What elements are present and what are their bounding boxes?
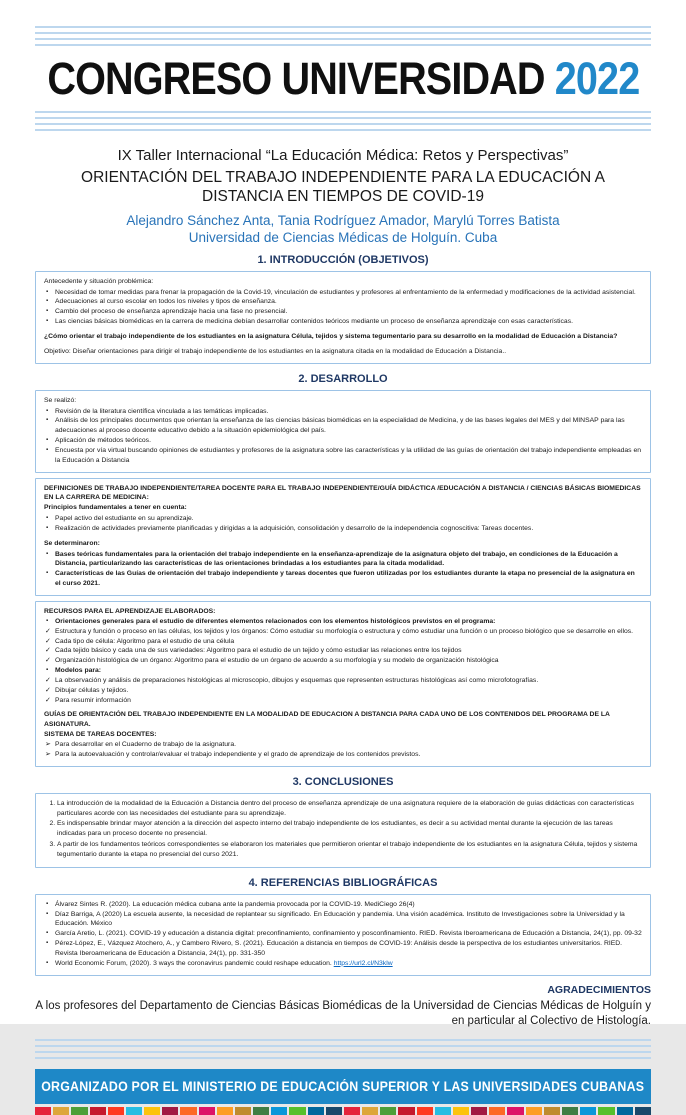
reference-link[interactable]: https://url2.cl/N3klw (333, 959, 393, 967)
list-item: ▪ Cambio del proceso de enseñanza aprendizaje hacia una fase no presencial. (44, 307, 642, 317)
sdg-color-block (562, 1107, 578, 1115)
decorative-line (35, 123, 651, 125)
congress-year: 2022 (554, 53, 639, 104)
congress-masthead (0, 53, 686, 105)
sdg-color-block (435, 1107, 451, 1115)
section-heading-desarrollo: 2. DESARROLLO (298, 372, 388, 385)
decorative-line (35, 111, 651, 113)
resources-title: RECURSOS PARA EL APRENDIZAJE ELABORADOS: (44, 608, 216, 615)
section-heading-conclusiones: 3. CONCLUSIONES (292, 775, 394, 788)
list-item: ✓ Cada tejido básico y cada una de sus variedades: Algoritmo para el estudio de un tejido y cómo estudiar las relaciones entre los tejidos (44, 646, 642, 656)
sdg-color-block (417, 1107, 433, 1115)
list-item: ➢ Para desarrollar en el Cuaderno de trabajo de la asignatura. (44, 740, 642, 750)
principles-list (44, 514, 642, 534)
orientations-lead: ▪ Orientaciones generales para el estudio de diferentes elementos relacionados con los elementos histológicos previstos en el programa: (44, 617, 642, 627)
decorative-line (35, 26, 651, 28)
tasks-list (44, 740, 642, 760)
sdg-color-strip (35, 1107, 651, 1115)
sdg-color-block (253, 1107, 269, 1115)
research-question: ¿Cómo orientar el trabajo independiente de los estudiantes en la asignatura Célula, tejidos y sistema tegumentario para su desarrollo en la modalidad de Educación a Distancia? (44, 332, 618, 340)
list-item: ➢ Para la autoevaluación y controlar/evaluar el trabajo independiente y el grado de aprendizaje de los contenidos previstos. (44, 750, 642, 760)
list-item: ▪ Adecuaciones al curso escolar en todos los niveles y tipos de enseñanza. (44, 297, 642, 307)
methods-bullet-list (44, 407, 642, 466)
list-item: ▪ Necesidad de tomar medidas para frenar la propagación de la Covid-19, vinculación de estudiantes y profesores al enfrentamiento de la enfermedad y modificaciones de la actividad asistencial. (44, 288, 642, 298)
decorative-line (35, 38, 651, 40)
sdg-color-block (162, 1107, 178, 1115)
sdg-color-block (398, 1107, 414, 1115)
sdg-color-block (380, 1107, 396, 1115)
acknowledgements-heading: AGRADECIMIENTOS (547, 983, 651, 996)
list-item: ✓ La observación y análisis de preparaciones histológicas al microscopio, dibujos y esquemas que representen estructuras histológicas así como microfotografías. (44, 676, 642, 686)
sdg-color-block (126, 1107, 142, 1115)
sdg-color-block (235, 1107, 251, 1115)
list-item: ▪ Bases teóricas fundamentales para la orientación del trabajo independiente en la enseñanza-aprendizaje de la asignatura objeto del trabajo, en condiciones de la Educación a Distancia, particularizando las características de las orientaciones brindadas a los estudiantes para la citada modalidad. (44, 550, 642, 570)
decorative-line (35, 1057, 651, 1059)
decorative-line (35, 1039, 651, 1041)
section-heading-referencias: 4. REFERENCIAS BIBLIOGRÁFICAS (248, 876, 438, 889)
list-item: 2. Es indispensable brindar mayor atención a la dirección del aspecto interno del trabajo independiente de los estudiantes, es decir a su actividad mental durante la ejecución de las tareas indicadas para un proceso docente no presencial. (57, 819, 642, 839)
authors-line: Alejandro Sánchez Anta, Tania Rodríguez Amador, Marylú Torres Batista (126, 212, 560, 228)
sdg-color-block (326, 1107, 342, 1115)
sdg-color-block (362, 1107, 378, 1115)
references-list (44, 900, 642, 959)
section-heading-introduccion: 1. INTRODUCCIÓN (OBJETIVOS) (257, 253, 429, 266)
sdg-color-block (35, 1107, 51, 1115)
sdg-color-block (90, 1107, 106, 1115)
decorative-line (35, 44, 651, 46)
decorative-lines-under-masthead (35, 111, 651, 131)
sdg-color-block (308, 1107, 324, 1115)
references-last-list (44, 959, 642, 969)
list-item: 1. La introducción de la modalidad de la Educación a Distancia dentro del proceso de enseñanza aprendizaje de una asignatura requiere de la elaboración de guías didácticas con características particulares acorde con las necesidades del estudiante para su aprendizaje. (57, 799, 642, 819)
desarrollo-box-definitions (35, 478, 651, 596)
list-item: ▪ Características de las Guías de orientación del trabajo independiente y tareas docentes que fueron utilizadas por los estudiantes durante la etapa no presencial de la asignatura en el curso 2021. (44, 569, 642, 589)
list-item: ✓ Estructura y función o proceso en las células, los tejidos y los órganos: Cómo estudiar su morfología o estructura y cómo estudiar una función o un proceso biológico que se desarrolle en ellos. (44, 627, 642, 637)
desarrollo-box-methods (35, 390, 651, 473)
sdg-color-block (526, 1107, 542, 1115)
objective-line: Objetivo: Diseñar orientaciones para dirigir el trabajo independiente de los estudiantes en la asignatura citada en la modalidad de Educación a Distancia.. (44, 347, 507, 355)
affiliation-line: Universidad de Ciencias Médicas de Holguín. Cuba (188, 229, 498, 245)
sdg-color-block (453, 1107, 469, 1115)
determined-lead: Se determinaron: (44, 539, 100, 547)
sdg-color-block (580, 1107, 596, 1115)
work-title: ORIENTACIÓN DEL TRABAJO INDEPENDIENTE PARA LA EDUCACIÓN A DISTANCIA EN TIEMPOS DE COVID-19 (81, 169, 605, 206)
list-item: ▪ Pérez-López, E., Vázquez Atochero, A., y Cambero Rivero, S. (2021). Educación a distancia en tiempos de COVID-19: Análisis desde la perspectiva de los estudiantes universitarios. RIED. Revista Iberoamericana de Educación a Distancia, 24(1), pp. 331-350 (44, 939, 642, 959)
organizer-banner-text: ORGANIZADO POR EL MINISTERIO DE EDUCACIÓN SUPERIOR Y LAS UNIVERSIDADES CUBANAS (41, 1078, 645, 1094)
list-item: ✓ Para resumir información (44, 696, 642, 706)
decorative-lines-top (35, 26, 651, 46)
methods-lead: Se realizó: (44, 396, 77, 404)
decorative-lines-bottom (35, 1039, 651, 1059)
sdg-color-block (489, 1107, 505, 1115)
list-item: ▪ Aplicación de métodos teóricos. (44, 436, 642, 446)
sdg-color-block (144, 1107, 160, 1115)
definitions-title: DEFINICIONES DE TRABAJO INDEPENDIENTE/TAREA DOCENTE PARA EL TRABAJO INDEPENDIENTE/GUÍA DIDÁCTICA /EDUCACIÓN A DISTANCIA / CIENCIAS BÁSICAS BIOMEDICAS EN LA CARRERA DE MEDICINA: (44, 484, 641, 502)
desarrollo-box-resources (35, 601, 651, 767)
list-item: ✓ Cada tipo de célula: Algoritmo para el estudio de una célula (44, 637, 642, 647)
determined-list (44, 550, 642, 589)
references-box (35, 894, 651, 976)
decorative-line (35, 129, 651, 131)
sdg-color-block (635, 1107, 651, 1115)
intro-box (35, 271, 651, 364)
intro-lead: Antecedente y situación problémica: (44, 277, 154, 285)
list-item (44, 959, 642, 969)
sdg-color-block (598, 1107, 614, 1115)
sdg-color-block (180, 1107, 196, 1115)
list-item: ▪ Encuesta por vía virtual buscando opiniones de estudiantes y profesores de la asignatura sobre las características y la utilidad de las guías de orientación del trabajo independiente empleadas en la Educación a Distancia (44, 446, 642, 466)
orientations-list (44, 627, 642, 666)
decorative-line (35, 117, 651, 119)
congress-title: CONGRESO UNIVERSIDAD (47, 53, 545, 104)
list-item: ▪ Las ciencias básicas biomédicas en la carrera de medicina debían desarrollar contenidos teóricos mediante un proceso de enseñanza aprendizaje con esas características. (44, 317, 642, 327)
decorative-line (35, 32, 651, 34)
conclusions-box (35, 793, 651, 868)
sdg-color-block (71, 1107, 87, 1115)
sdg-color-block (217, 1107, 233, 1115)
sdg-color-block (271, 1107, 287, 1115)
list-item: ✓ Organización histológica de un órgano: Algoritmo para el estudio de un órgano de acuerdo a su morfología y su modelo de organización histológica (44, 656, 642, 666)
sdg-color-block (507, 1107, 523, 1115)
acknowledgements-text: A los profesores del Departamento de Ciencias Básicas Biomédicas de la Universidad de Ciencias Médicas de Holguín y en particular al Colectivo de Histología. (35, 999, 651, 1027)
sdg-color-block (289, 1107, 305, 1115)
sdg-color-block (199, 1107, 215, 1115)
list-item: ▪ Análisis de los principales documentos que orientan la enseñanza de las ciencias básicas biomédicas en la especialidad de Medicina, y de las bases legales del MES y del MINSAP para las adecuaciones al proceso docente educativo debido a la situación epidemiológica del país. (44, 416, 642, 436)
sdg-color-block (617, 1107, 633, 1115)
conclusions-list (44, 799, 642, 860)
sdg-color-block (544, 1107, 560, 1115)
event-title: IX Taller Internacional “La Educación Médica: Retos y Perspectivas” (117, 147, 569, 164)
intro-bullet-list (44, 288, 642, 327)
tasks-title: SISTEMA DE TAREAS DOCENTES: (44, 731, 157, 739)
models-list (44, 676, 642, 706)
list-item: ▪ Álvarez Sintes R. (2020). La educación médica cubana ante la pandemia provocada por la COVID-19. MediCiego 26(4) (44, 900, 642, 910)
list-item: ✓ Dibujar células y tejidos. (44, 686, 642, 696)
organizer-banner (35, 1069, 651, 1104)
list-item: ▪ Papel activo del estudiante en su aprendizaje. (44, 514, 642, 524)
list-item: ▪ García Aretio, L. (2021). COVID-19 y educación a distancia digital: preconfinamiento, confinamiento y posconfinamiento. RIED. Revista Iberoamericana de Educación a Distancia, 24(1), pp. 09-32 (44, 929, 642, 939)
list-item: 3. A partir de los fundamentos teóricos correspondientes se elaboraron los materiales que permitieron orientar el trabajo independiente de los estudiantes en la asignatura Célula, tejidos y sistema tegumentario durante la etapa no presencial del curso 2021. (57, 840, 642, 860)
sdg-color-block (471, 1107, 487, 1115)
sdg-color-block (108, 1107, 124, 1115)
principles-lead: Principios fundamentales a tener en cuenta: (44, 504, 187, 512)
sdg-color-block (53, 1107, 69, 1115)
reference-text: World Economic Forum, (2020). 3 ways the coronavirus pandemic could reshape education. (55, 959, 334, 967)
list-item: ▪ Realización de actividades previamente planificadas y dirigidas a la adquisición, consolidación y desarrollo de la independencia cognoscitiva: Tareas docentes. (44, 524, 642, 534)
decorative-line (35, 1051, 651, 1053)
poster-content (0, 147, 686, 1029)
list-item: ▪ Revisión de la literatura científica vinculada a las temáticas implicadas. (44, 407, 642, 417)
models-lead: ▪ Modelos para: (44, 666, 642, 676)
decorative-line (35, 1045, 651, 1047)
list-item: ▪ Díaz Barriga, A (2020) La escuela ausente, la necesidad de replantear su significado. En Educación y pandemia. Una visión académica. Instituto de Investigaciones sobre la Universidad y la Educación. México (44, 910, 642, 930)
sdg-color-block (344, 1107, 360, 1115)
guides-title: GUÍAS DE ORIENTACIÓN DEL TRABAJO INDEPENDIENTE EN LA MODALIDAD DE EDUCACION A DISTANCIA PARA CADA UNO DE LOS CONTENIDOS DEL PROGRAMA DE LA ASIGNATURA. (44, 711, 610, 729)
